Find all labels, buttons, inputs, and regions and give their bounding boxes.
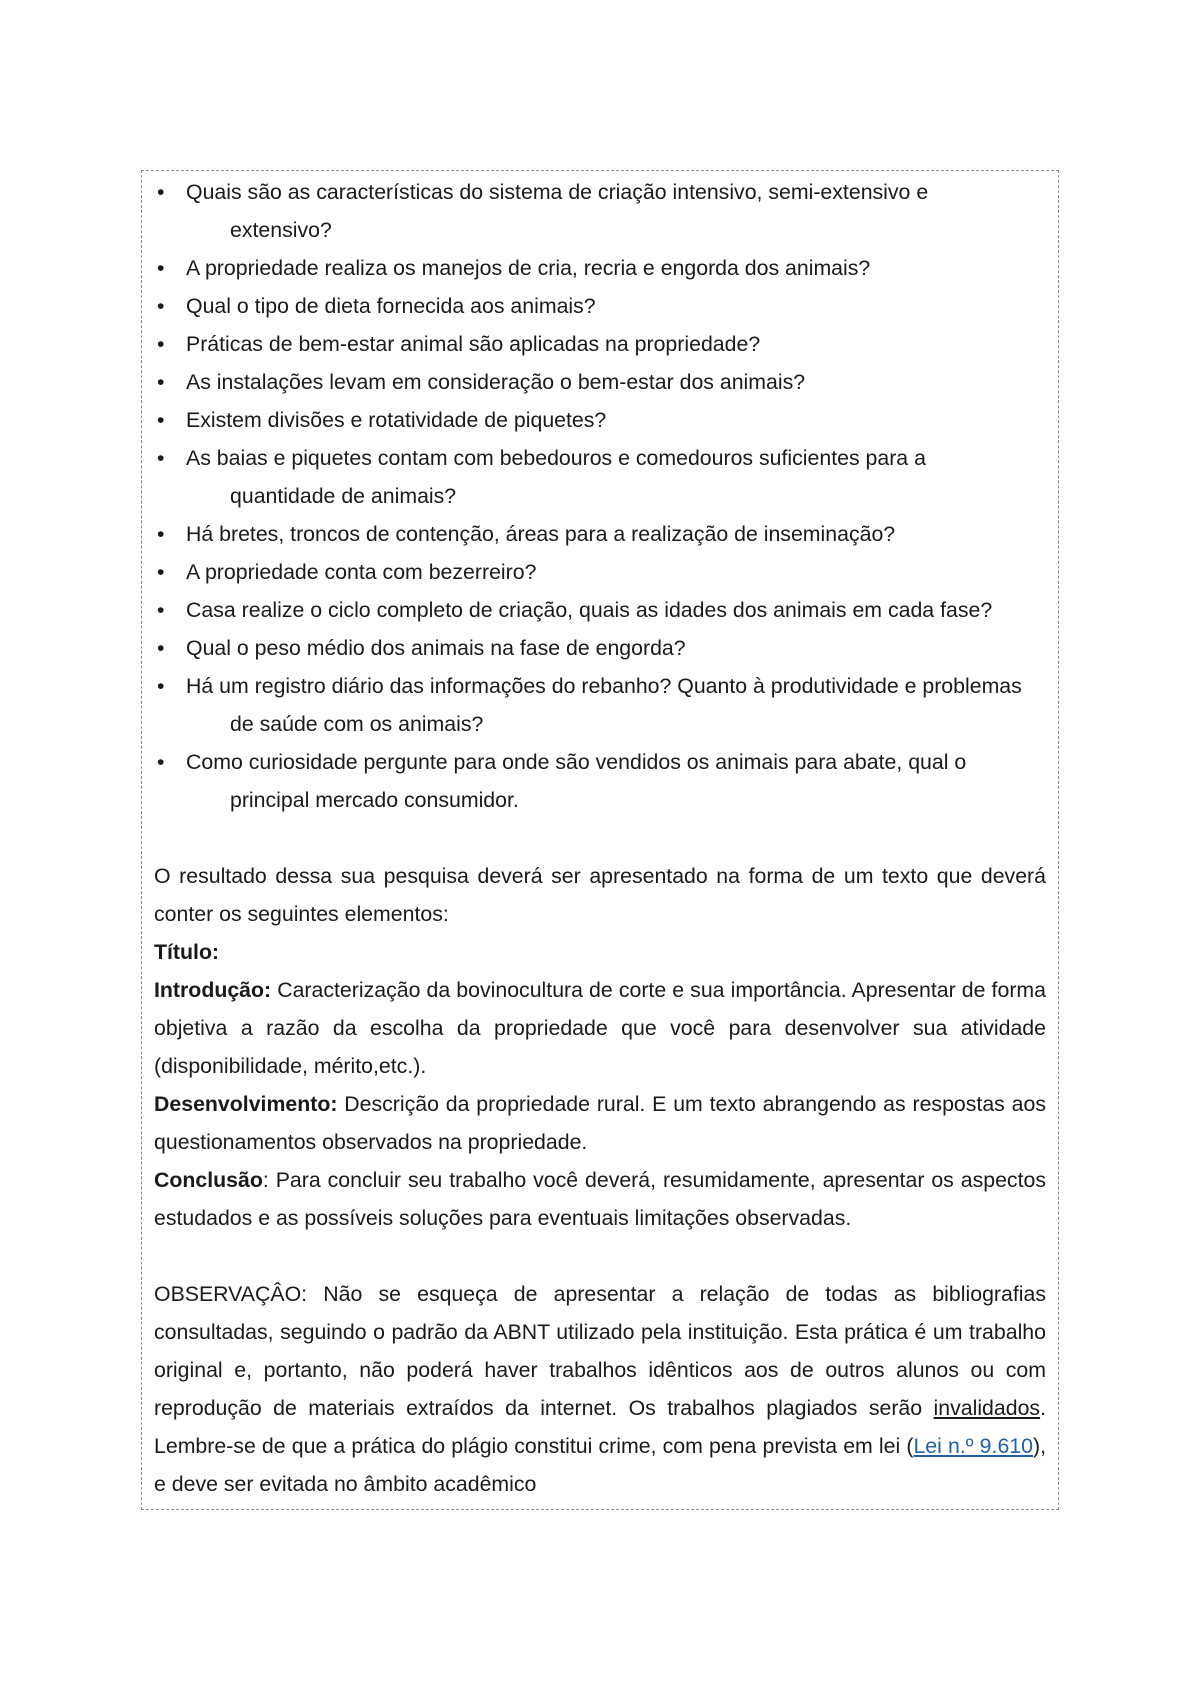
list-item: • Qual o peso médio dos animais na fase de engorda? [154,629,1046,667]
conclusao-paragraph [154,1161,1046,1237]
observacao-paragraph [154,1275,1046,1503]
observacao-text-middle: . Lembre-se de que a prática do plágio constitui crime, com pena prevista em lei ( [154,1396,1046,1458]
list-item: • Casa realize o ciclo completo de criação, quais as idades dos animais em cada fase? [154,591,1046,629]
invalidados-word: invalidados [933,1396,1041,1420]
bullet-icon: • [157,408,165,432]
conclusao-label: Conclusão [154,1168,263,1192]
result-intro: O resultado dessa sua pesquisa deverá ser apresentado na forma de um texto que deverá conter os seguintes elementos: [154,864,1046,926]
desenvolvimento-label: Desenvolvimento: [154,1092,338,1116]
titulo-label: Título: [154,940,220,964]
list-item: • A propriedade conta com bezerreiro? [154,553,1046,591]
bullet-icon: • [157,256,165,280]
list-item: • Práticas de bem-estar animal são aplicadas na propriedade? [154,325,1046,363]
bullet-icon: • [157,522,165,546]
list-item: • Há bretes, troncos de contenção, áreas para a realização de inseminação? [154,515,1046,553]
bullet-icon: • [157,446,165,470]
list-item: • Como curiosidade pergunte para onde são vendidos os animais para abate, qual o principal mercado consumidor. [154,743,1046,819]
introducao-label: Introdução: [154,978,272,1002]
list-item: • Qual o tipo de dieta fornecida aos animais? [154,287,1046,325]
questions-list [154,173,1046,819]
titulo-heading [154,933,1046,971]
desenvolvimento-text: Descrição da propriedade rural. E um texto abrangendo as respostas aos questionamentos observados na propriedade. [154,1092,1046,1154]
content-box [141,170,1059,1510]
bullet-icon: • [157,370,165,394]
observacao-text-after: ), e deve ser evitada no âmbito acadêmico [154,1434,1046,1496]
bullet-icon: • [157,560,165,584]
desenvolvimento-paragraph [154,1085,1046,1161]
list-item: • As baias e piquetes contam com bebedouros e comedouros suficientes para a quantidade de animais? [154,439,1046,515]
spacer [154,819,1046,857]
bullet-icon: • [157,674,165,698]
introducao-text: Caracterização da bovinocultura de corte e sua importância. Apresentar de forma objetiva a razão da escolha da propriedade que você para desenvolver sua atividade (disponibilidade, mérito,etc.). [154,978,1046,1078]
introducao-paragraph [154,971,1046,1085]
bullet-icon: • [157,750,165,774]
bullet-icon: • [157,180,165,204]
list-item: • As instalações levam em consideração o bem-estar dos animais? [154,363,1046,401]
bullet-icon: • [157,636,165,660]
bullet-icon: • [157,294,165,318]
spacer [154,1237,1046,1275]
observacao-text-before: OBSERVAÇÂO: Não se esqueça de apresentar a relação de todas as bibliografias consultadas, seguindo o padrão da ABNT utilizado pela instituição. Esta prática é um trabalho original e, portanto, não poderá haver trabalhos idênticos aos de outros alunos ou com reprodução de materiais extraídos da internet. Os trabalhos plagiados serão [154,1282,1046,1420]
conclusao-text: : Para concluir seu trabalho você deverá, resumidamente, apresentar os aspectos estudados e as possíveis soluções para eventuais limitações observadas. [154,1168,1046,1230]
bullet-icon: • [157,332,165,356]
list-item: • Existem divisões e rotatividade de piquetes? [154,401,1046,439]
lei-link[interactable]: Lei n.º 9.610 [913,1434,1033,1458]
list-item: • Quais são as características do sistema de criação intensivo, semi-extensivo e extensivo? [154,173,1046,249]
list-item: • Há um registro diário das informações do rebanho? Quanto à produtividade e problemas de saúde com os animais? [154,667,1046,743]
bullet-icon: • [157,598,165,622]
list-item: • A propriedade realiza os manejos de cria, recria e engorda dos animais? [154,249,1046,287]
